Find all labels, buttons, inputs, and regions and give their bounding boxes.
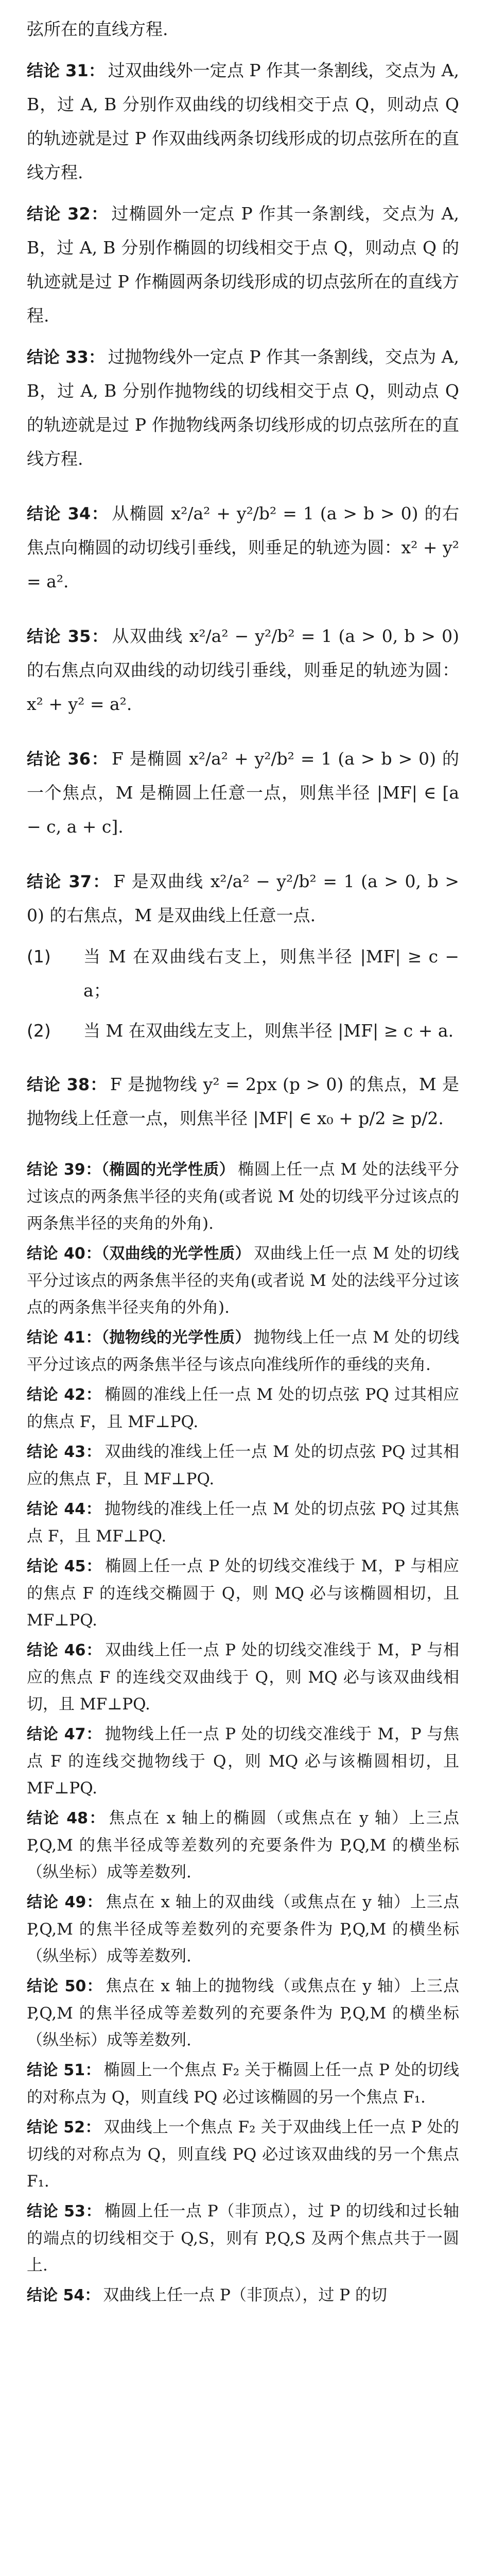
conclusion-label: 结论 53： bbox=[27, 2202, 102, 2221]
conclusion-text: 双曲线的准线上任一点 M 处的切点弦 PQ 过其相应的焦点 F，且 MF⊥PQ. bbox=[27, 1443, 459, 1488]
conclusion-label: 结论 47： bbox=[27, 1725, 102, 1743]
conclusion-label: 结论 43： bbox=[27, 1443, 102, 1461]
conclusion-text: 从椭圆 x²/a² + y²/b² = 1 (a > b > 0) 的右焦点向椭圆的动切线引垂线，则垂足的轨迹为圆：x² + y² = a². bbox=[27, 503, 459, 591]
conclusion-50 bbox=[27, 1973, 459, 2054]
conclusion-41 bbox=[27, 1324, 459, 1378]
conclusion-42 bbox=[27, 1381, 459, 1435]
conclusion-34 bbox=[27, 497, 459, 599]
conclusion-label: 结论 42： bbox=[27, 1386, 102, 1404]
conclusion-53 bbox=[27, 2198, 459, 2279]
conclusion-label: 结论 48： bbox=[27, 1809, 106, 1827]
conclusion-text: 过双曲线外一定点 P 作其一条割线，交点为 A, B，过 A, B 分别作双曲线的切线相交于点 Q，则动点 Q 的轨迹就是过 P 作双曲线两条切线形成的切点弦所在的直线方程. bbox=[27, 60, 459, 182]
conclusion-text: 双曲线上任一点 M 处的切线平分过该点的两条焦半径的夹角(或者说 M 处的法线平分过该点的两条焦半径夹角的外角). bbox=[27, 1244, 459, 1317]
conclusion-text: 焦点在 x 轴上的双曲线（或焦点在 y 轴）上三点 P,Q,M 的焦半径成等差数列的充要条件为 P,Q,M 的横坐标（纵坐标）成等差数列. bbox=[27, 1893, 459, 1965]
conclusion-label: 结论 39：（椭圆的光学性质） bbox=[27, 1161, 235, 1179]
conclusion-text: 抛物线上任一点 P 处的切线交准线于 M，P 与焦点 F 的连线交抛物线于 Q，则 MQ 必与该椭圆相切，且 MF⊥PQ. bbox=[27, 1725, 459, 1798]
conclusion-40 bbox=[27, 1240, 459, 1321]
conclusion-text: F 是抛物线 y² = 2px (p > 0) 的焦点，M 是抛物线上任意一点，则焦半径 |MF| ∈ x₀ + p/2 ≥ p/2. bbox=[27, 1074, 459, 1128]
conclusion-label: 结论 51： bbox=[27, 2061, 101, 2079]
conclusion-text: 双曲线上一个焦点 F₂ 关于双曲线上任一点 P 处的切线的对称点为 Q，则直线 PQ 必过该双曲线的另一个焦点 F₁. bbox=[27, 2118, 459, 2191]
conclusion-35 bbox=[27, 619, 459, 721]
conclusion-text: 椭圆上任一点 P（非顶点），过 P 的切线和过长轴的端点的切线相交于 Q,S，则有 P,Q,S 及两个焦点共于一圆上. bbox=[27, 2202, 459, 2275]
conclusion-46 bbox=[27, 1637, 459, 1718]
conclusion-text: 抛物线的准线上任一点 M 处的切点弦 PQ 过其焦点 F，且 MF⊥PQ. bbox=[27, 1500, 459, 1546]
conclusion-text: 抛物线上任一点 M 处的切线平分过该点的两条焦半径与该点向准线所作的垂线的夹角. bbox=[27, 1328, 459, 1374]
conclusion-text: 椭圆上任一点 M 处的法线平分过该点的两条焦半径的夹角(或者说 M 处的切线平分过该点的两条焦半径的夹角的外角). bbox=[27, 1160, 459, 1233]
conclusion-38 bbox=[27, 1067, 459, 1136]
conclusion-label: 结论 50： bbox=[27, 1977, 103, 1995]
conclusion-label: 结论 34： bbox=[27, 504, 109, 523]
conclusion-label: 结论 33： bbox=[27, 347, 105, 367]
conclusion-43 bbox=[27, 1438, 459, 1493]
conclusion-text: 双曲线上任一点 P（非顶点），过 P 的切 bbox=[103, 2286, 387, 2304]
conclusion-39 bbox=[27, 1156, 459, 1237]
conclusion-text: F 是双曲线 x²/a² − y²/b² = 1 (a > 0, b > 0) 的右焦点，M 是双曲线上任意一点. bbox=[27, 871, 459, 925]
sub-item-number: (1) bbox=[27, 946, 51, 967]
conclusion-text: 双曲线上任一点 P 处的切线交准线于 M，P 与相应的焦点 F 的连线交双曲线于 Q，则 MQ 必与该双曲线相切，且 MF⊥PQ. bbox=[27, 1641, 459, 1714]
conclusion-37 bbox=[27, 865, 459, 933]
conclusion-label: 结论 52： bbox=[27, 2119, 101, 2137]
conclusion-label: 结论 36： bbox=[27, 749, 109, 769]
conclusion-33 bbox=[27, 340, 459, 476]
conclusion-label: 结论 45： bbox=[27, 1557, 102, 1575]
conclusion-label: 结论 38： bbox=[27, 1075, 107, 1094]
conclusion-label: 结论 49： bbox=[27, 1893, 103, 1911]
conclusion-32 bbox=[27, 197, 459, 333]
conclusion-text: F 是椭圆 x²/a² + y²/b² = 1 (a > b > 0) 的一个焦点，M 是椭圆上任意一点，则焦半径 |MF| ∈ [a − c, a + c]. bbox=[27, 749, 459, 837]
conclusion-label: 结论 31： bbox=[27, 61, 105, 80]
conclusion-text: 从双曲线 x²/a² − y²/b² = 1 (a > 0, b > 0) 的右焦点向双曲线的动切线引垂线，则垂足的轨迹为圆：x² + y² = a². bbox=[27, 626, 459, 714]
conclusion-label: 结论 54： bbox=[27, 2286, 100, 2304]
conclusion-text: 焦点在 x 轴上的椭圆（或焦点在 y 轴）上三点 P,Q,M 的焦半径成等差数列的充要条件为 P,Q,M 的横坐标（纵坐标）成等差数列. bbox=[27, 1809, 459, 1882]
conclusion-text: 椭圆的准线上任一点 M 处的切点弦 PQ 过其相应的焦点 F，且 MF⊥PQ. bbox=[27, 1385, 459, 1431]
conclusion-label: 结论 37： bbox=[27, 872, 111, 891]
sub-item-text: 当 M 在双曲线左支上，则焦半径 |MF| ≥ c + a. bbox=[83, 1021, 454, 1041]
conclusion-51 bbox=[27, 2057, 459, 2111]
conclusion-49 bbox=[27, 1889, 459, 1970]
conclusion-44 bbox=[27, 1496, 459, 1550]
conclusion-label: 结论 35： bbox=[27, 626, 109, 646]
conclusion-45 bbox=[27, 1553, 459, 1634]
conclusion-label: 结论 32： bbox=[27, 204, 109, 224]
conclusion-label: 结论 40：（双曲线的光学性质） bbox=[27, 1245, 251, 1263]
sub-item-number: (2) bbox=[27, 1021, 51, 1041]
conclusion-52 bbox=[27, 2114, 459, 2195]
conclusion-text: 过椭圆外一定点 P 作其一条割线，交点为 A, B，过 A, B 分别作椭圆的切线相交于点 Q，则动点 Q 的轨迹就是过 P 作椭圆两条切线形成的切点弦所在的直线方程. bbox=[27, 204, 459, 326]
conclusion-text: 焦点在 x 轴上的抛物线（或焦点在 y 轴）上三点 P,Q,M 的焦半径成等差数列的充要条件为 P,Q,M 的横坐标（纵坐标）成等差数列. bbox=[27, 1977, 459, 2049]
conclusion-text: 过抛物线外一定点 P 作其一条割线，交点为 A, B，过 A, B 分别作抛物线的切线相交于点 Q，则动点 Q 的轨迹就是过 P 作抛物线两条切线形成的切点弦所在的直线方程. bbox=[27, 347, 459, 469]
conclusion-36 bbox=[27, 742, 459, 844]
conclusion-label: 结论 44： bbox=[27, 1500, 102, 1518]
sub-item-text: 当 M 在双曲线右支上，则焦半径 |MF| ≥ c − a； bbox=[83, 946, 459, 1001]
conclusion-48 bbox=[27, 1805, 459, 1886]
sub-item-2 bbox=[27, 1014, 459, 1048]
conclusion-text: 椭圆上任一点 P 处的切线交准线于 M，P 与相应的焦点 F 的连线交椭圆于 Q，则 MQ 必与该椭圆相切，且 MF⊥PQ. bbox=[27, 1557, 459, 1630]
conclusion-label: 结论 41：（抛物线的光学性质） bbox=[27, 1329, 251, 1347]
conclusion-31 bbox=[27, 54, 459, 190]
conclusion-47 bbox=[27, 1721, 459, 1802]
conclusion-label: 结论 46： bbox=[27, 1641, 102, 1659]
sub-item-1 bbox=[27, 940, 459, 1008]
conclusion-54 bbox=[27, 2282, 459, 2309]
conclusion-text: 椭圆上一个焦点 F₂ 关于椭圆上任一点 P 处的切线的对称点为 Q，则直线 PQ 必过该椭圆的另一个焦点 F₁. bbox=[27, 2061, 459, 2107]
intro-line: 弦所在的直线方程. bbox=[27, 19, 168, 39]
